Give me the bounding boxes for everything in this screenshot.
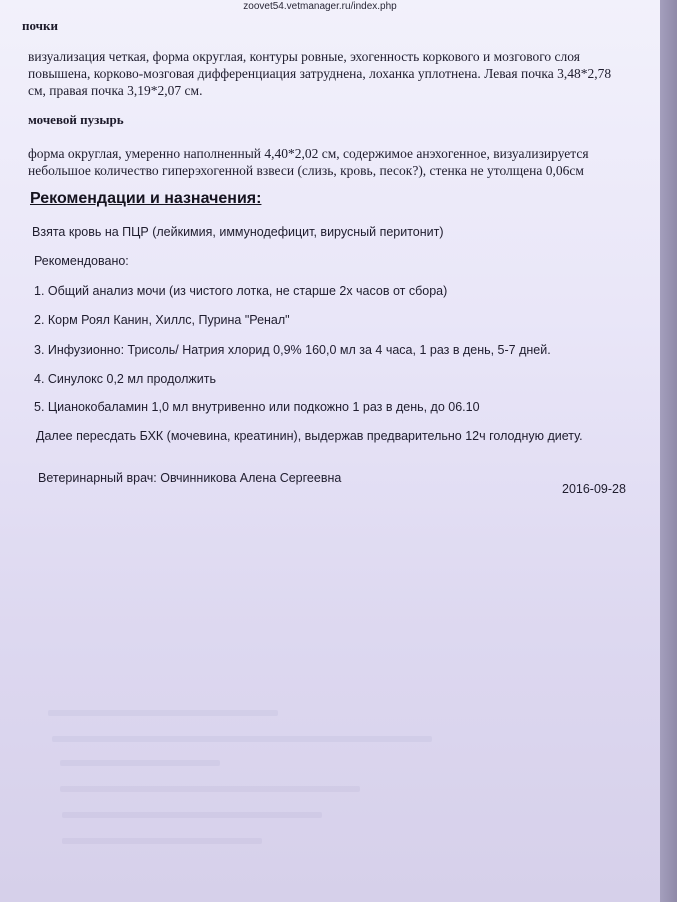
show-through-mark [48, 710, 278, 716]
page-url: zoovet54.vetmanager.ru/index.php [243, 1, 397, 12]
show-through-mark [62, 812, 322, 818]
recommendation-item: 4. Синулокс 0,2 мл продолжить [34, 372, 216, 386]
recommendation-item: 1. Общий анализ мочи (из чистого лотка, не старше 2х часов от сбора) [34, 284, 448, 298]
kidneys-line-2: повышена, корково-мозговая дифференциация затруднена, лоханка уплотнена. Левая почка 3,48*2,78 [28, 66, 612, 81]
bladder-line-1: форма округлая, умеренно наполненный 4,40*2,02 см, содержимое анэхогенное, визуализируется [28, 146, 589, 161]
show-through-mark [52, 736, 432, 742]
doctor-signature-line: Ветеринарный врач: Овчинникова Алена Сергеевна [38, 471, 342, 485]
recommendation-item: 5. Цианокобаламин 1,0 мл внутривенно или подкожно 1 раз в день, до 06.10 [34, 400, 480, 414]
kidneys-line-1: визуализация четкая, форма округлая, контуры ровные, эхогенность коркового и мозгового слоя [28, 49, 580, 64]
kidneys-line-3: см, правая почка 3,19*2,07 см. [28, 83, 203, 98]
recommendations-title: Рекомендации и назначения: [30, 190, 262, 207]
document-date: 2016-09-28 [562, 482, 626, 496]
page-edge-shadow [660, 0, 677, 902]
show-through-mark [60, 760, 220, 766]
blood-test-note: Взята кровь на ПЦР (лейкимия, иммунодефицит, вирусный перитонит) [32, 225, 444, 239]
bladder-title: мочевой пузырь [28, 112, 124, 127]
kidneys-title: почки [22, 18, 58, 33]
show-through-mark [60, 786, 360, 792]
bladder-line-2: небольшое количество гиперэхогенной взвеси (слизь, кровь, песок?), стенка не утолщена 0,06см [28, 163, 584, 178]
followup-note: Далее пересдать БХК (мочевина, креатинин), выдержав предварительно 12ч голодную диету. [36, 429, 583, 443]
show-through-mark [62, 838, 262, 844]
recommendation-item: 3. Инфузионно: Трисоль/ Натрия хлорид 0,9% 160,0 мл за 4 часа, 1 раз в день, 5-7 дней. [34, 343, 551, 357]
recommended-label: Рекомендовано: [34, 254, 129, 268]
recommendation-item: 2. Корм Роял Канин, Хиллс, Пурина "Ренал" [34, 313, 290, 327]
